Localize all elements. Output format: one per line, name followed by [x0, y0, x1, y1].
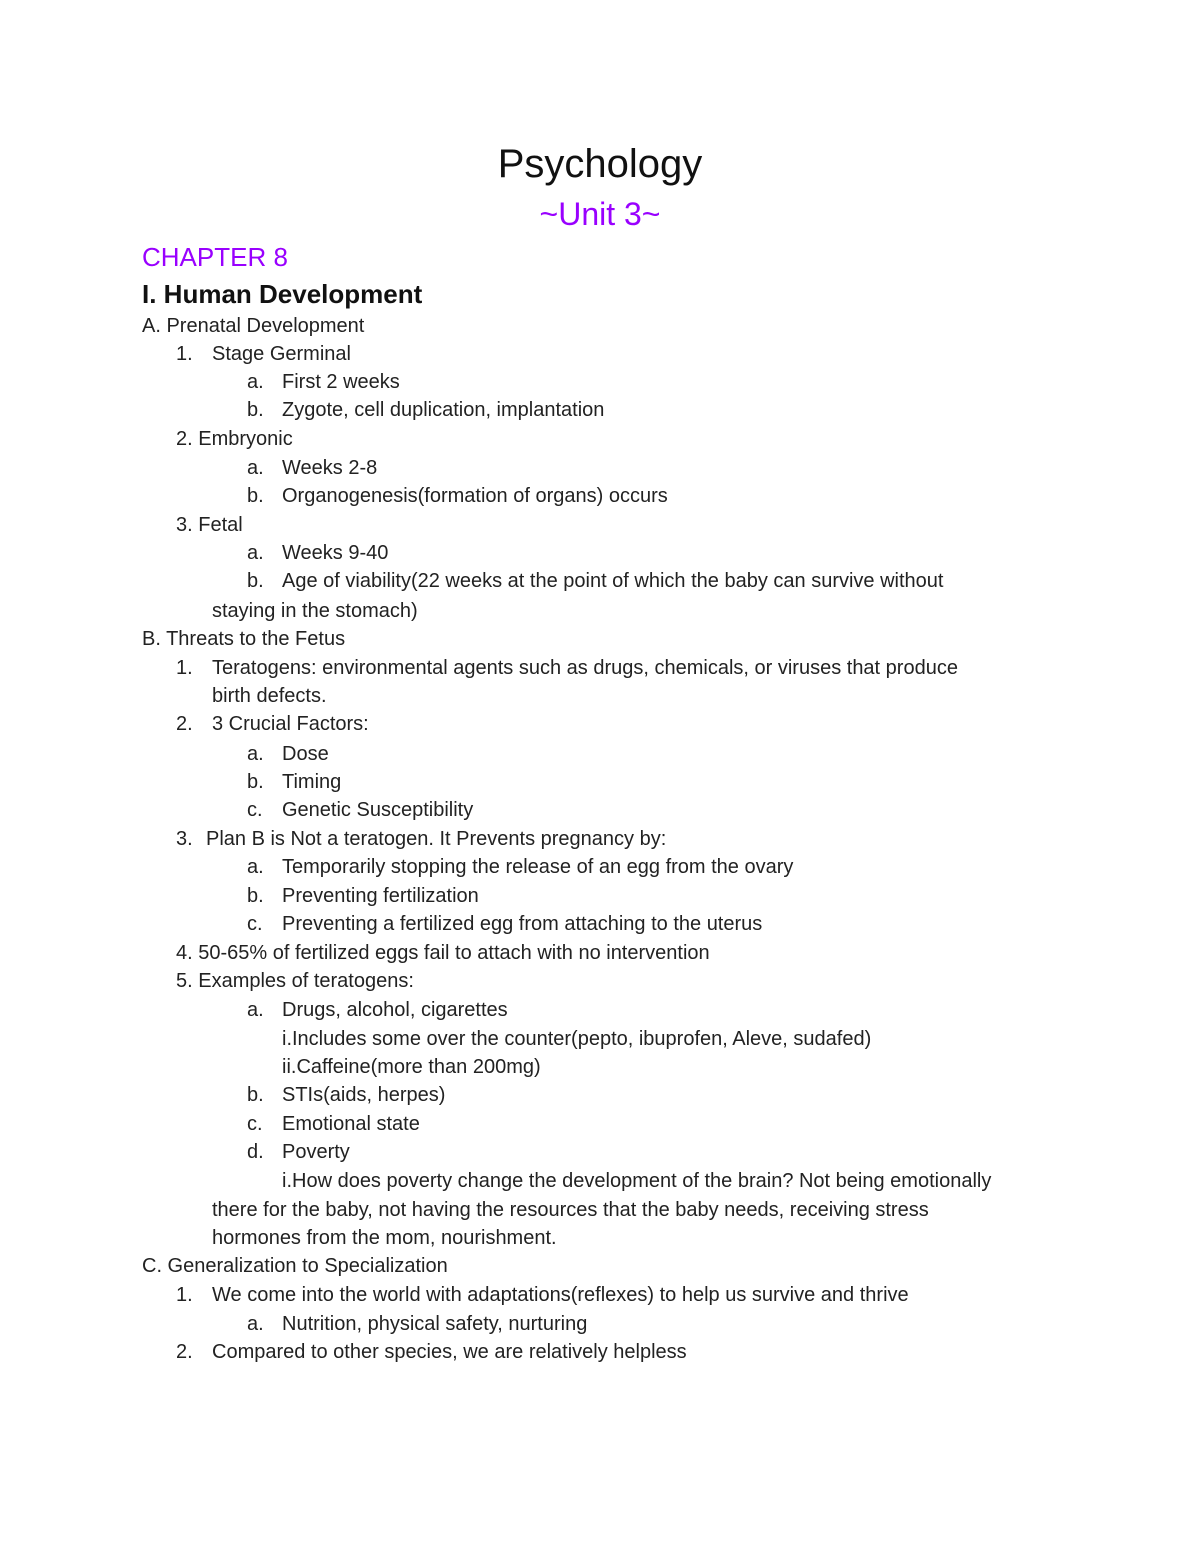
list-item: 2. Embryonic: [176, 428, 293, 450]
list-item: Timing: [282, 771, 342, 793]
list-marker: b.: [247, 485, 264, 507]
list-marker: b.: [247, 570, 264, 592]
outline-b-label: B. Threats to the Fetus: [142, 628, 346, 650]
section-heading: I. Human Development: [142, 279, 423, 309]
list-marker: c.: [247, 1113, 263, 1135]
list-item: Genetic Susceptibility: [282, 799, 474, 821]
list-marker: 1.: [176, 343, 193, 365]
list-marker: a.: [247, 457, 264, 479]
list-marker: c.: [247, 913, 263, 935]
list-marker: a.: [247, 1313, 264, 1335]
list-item: 3. Fetal: [176, 514, 243, 536]
list-marker: a.: [247, 856, 264, 878]
list-marker: a.: [247, 999, 264, 1021]
list-marker: b.: [247, 1084, 264, 1106]
list-item: Weeks 9-40: [282, 542, 389, 564]
list-marker: 1.: [176, 657, 193, 679]
list-item-continuation: birth defects.: [212, 685, 327, 707]
outline-a-label: A. Prenatal Development: [142, 315, 365, 337]
list-subitem: i.How does poverty change the development of the brain? Not being emotionally: [282, 1170, 992, 1192]
list-item: Emotional state: [282, 1113, 420, 1135]
list-item: Zygote, cell duplication, implantation: [282, 399, 605, 421]
list-marker: 2.: [176, 1341, 193, 1363]
list-item-continuation: there for the baby, not having the resources that the baby needs, receiving stress: [212, 1199, 929, 1221]
list-item: We come into the world with adaptations(reflexes) to help us survive and thrive: [212, 1284, 909, 1306]
list-item: Age of viability(22 weeks at the point of which the baby can survive without: [282, 570, 944, 592]
list-marker: 3.: [176, 828, 193, 850]
document-title: Psychology: [497, 142, 703, 186]
list-item: Stage Germinal: [212, 343, 351, 365]
list-item-continuation: hormones from the mom, nourishment.: [212, 1227, 557, 1249]
list-item: Preventing a fertilized egg from attaching to the uterus: [282, 913, 763, 935]
list-item-continuation: staying in the stomach): [212, 600, 418, 622]
list-item: Temporarily stopping the release of an egg from the ovary: [282, 856, 794, 878]
list-item: 3 Crucial Factors:: [212, 713, 369, 735]
list-item: Organogenesis(formation of organs) occurs: [282, 485, 668, 507]
list-item: STIs(aids, herpes): [282, 1084, 446, 1106]
unit-subtitle: ~Unit 3~: [539, 196, 661, 232]
list-item: Poverty: [282, 1141, 350, 1163]
list-subitem: ii.Caffeine(more than 200mg): [282, 1056, 541, 1078]
outline-c-label: C. Generalization to Specialization: [142, 1255, 448, 1277]
list-marker: b.: [247, 399, 264, 421]
list-marker: a.: [247, 371, 264, 393]
list-item: Drugs, alcohol, cigarettes: [282, 999, 508, 1021]
list-marker: 2.: [176, 713, 193, 735]
list-item: 4. 50-65% of fertilized eggs fail to attach with no intervention: [176, 942, 710, 964]
list-item: 5. Examples of teratogens:: [176, 970, 414, 992]
list-marker: d.: [247, 1141, 264, 1163]
list-marker: a.: [247, 542, 264, 564]
list-item: Weeks 2-8: [282, 457, 378, 479]
list-marker: c.: [247, 799, 263, 821]
list-marker: b.: [247, 885, 264, 907]
list-marker: a.: [247, 743, 264, 765]
list-item: Compared to other species, we are relatively helpless: [212, 1341, 687, 1363]
list-subitem: i.Includes some over the counter(pepto, ibuprofen, Aleve, sudafed): [282, 1028, 872, 1050]
list-marker: b.: [247, 771, 264, 793]
chapter-heading: CHAPTER 8: [142, 242, 288, 272]
list-item: First 2 weeks: [282, 371, 400, 393]
list-item: Nutrition, physical safety, nurturing: [282, 1313, 588, 1335]
list-item: Dose: [282, 743, 329, 765]
list-item: Teratogens: environmental agents such as drugs, chemicals, or viruses that produce: [212, 657, 958, 679]
list-item: Preventing fertilization: [282, 885, 479, 907]
list-marker: 1.: [176, 1284, 193, 1306]
list-item: Plan B is Not a teratogen. It Prevents pregnancy by:: [206, 828, 667, 850]
